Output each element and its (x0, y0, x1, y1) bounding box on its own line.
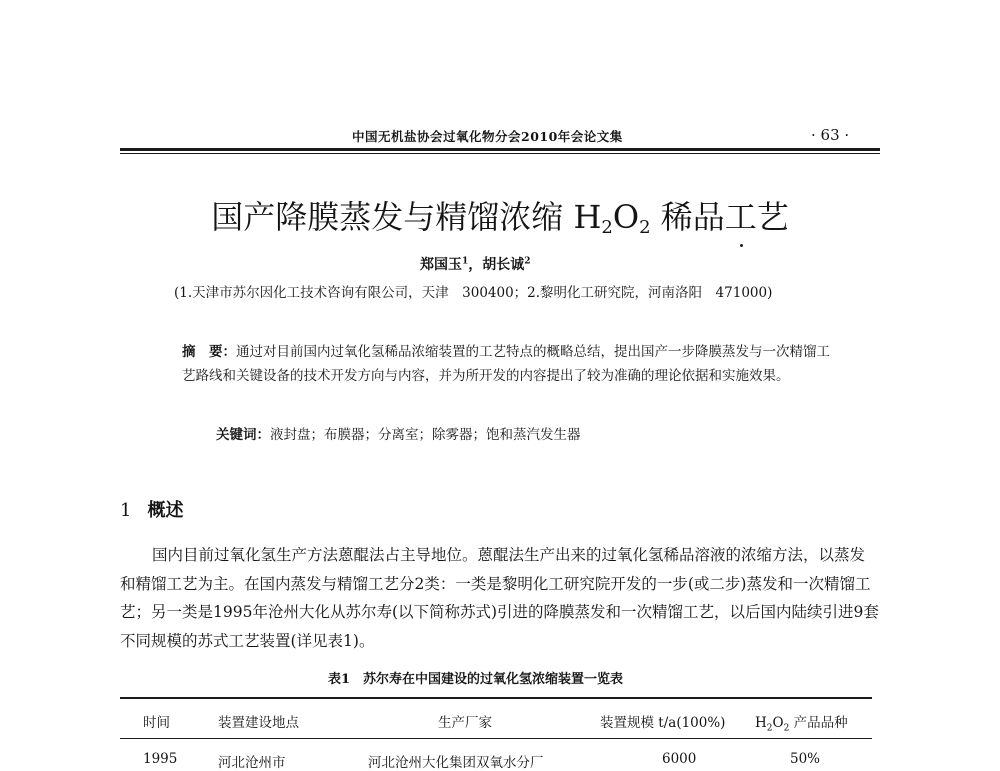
author-name: 胡长诚 (482, 257, 525, 273)
table-header-time: 时间 (143, 715, 170, 731)
table-header-scale: 装置规模 t/a(100%) (600, 715, 726, 731)
abstract-label: 摘 要： (182, 344, 236, 360)
table-cell-scale: 6000 (662, 751, 697, 767)
scan-speck (740, 244, 743, 247)
keywords-label: 关键词： (216, 427, 270, 443)
table-cell-time: 1995 (143, 751, 178, 767)
affiliation: (1.天津市苏尔因化工技术咨询有限公司，天津 300400；2.黎明化工研究院，河南洛阳 471000) (174, 285, 773, 301)
author-line: 郑国玉$^1$，胡长诚$^2$ (420, 256, 531, 273)
table-header-location: 装置建设地点 (218, 715, 299, 731)
running-header-journal: 中国无机盐协会过氧化物分会2010年会论文集 (352, 129, 623, 144)
page-number: · 63 · (811, 126, 850, 144)
abstract-text: 通过对目前国内过氧化氢稀品浓缩装置的工艺特点的概略总结，提出国产一步降膜蒸发与一次精馏工艺路线和关键设备的技术开发方向与内容，并为所开发的内容提出了较为准确的理论依据和实施效果。 (182, 344, 830, 384)
section-title: 概述 (147, 500, 184, 521)
section-heading (120, 496, 183, 522)
table-header-product: $H_2O_2$ 产品品种 (755, 715, 848, 734)
table-top-rule (120, 697, 872, 699)
author-name: 郑国玉 (420, 257, 462, 273)
body-paragraph: 国内目前过氧化氢生产方法蒽醌法占主导地位。蒽醌法生产出来的过氧化氢稀品溶液的浓缩方法，以蒸发和精馏工艺为主。在国内蒸发与精馏工艺分2类：一类是黎明化工研究院开发的一步(或二步)蒸发和一次精馏工艺；另一类是1995年沧州大化从苏尔寿(以下简称苏式)引进的降膜蒸发和一次精馏工艺，以后国内陆续引进9套不同规模的苏式工艺装置(详见表1)。 (120, 546, 879, 650)
header-rule-thin (120, 153, 880, 154)
paper-title: 国产降膜蒸发与精馏浓缩 $H_2O_2$ 稀品工艺 (211, 198, 789, 238)
table-caption: 表1 苏尔寿在中国建设的过氧化氢浓缩装置一览表 (328, 672, 624, 687)
section-number: 1 (120, 500, 132, 521)
keywords-text: 液封盘；布膜器；分离室；除雾器；饱和蒸汽发生器 (270, 427, 581, 443)
header-rule-thick (120, 148, 880, 151)
table-cell-product: 50% (790, 751, 821, 767)
table-header-rule (120, 738, 872, 739)
table-header-manufacturer: 生产厂家 (438, 715, 492, 731)
table-cell-location: 河北沧州市 (218, 755, 286, 771)
table-cell-manufacturer: 河北沧州大化集团双氧水分厂 (368, 755, 544, 771)
keywords (216, 423, 581, 443)
abstract (182, 340, 832, 388)
